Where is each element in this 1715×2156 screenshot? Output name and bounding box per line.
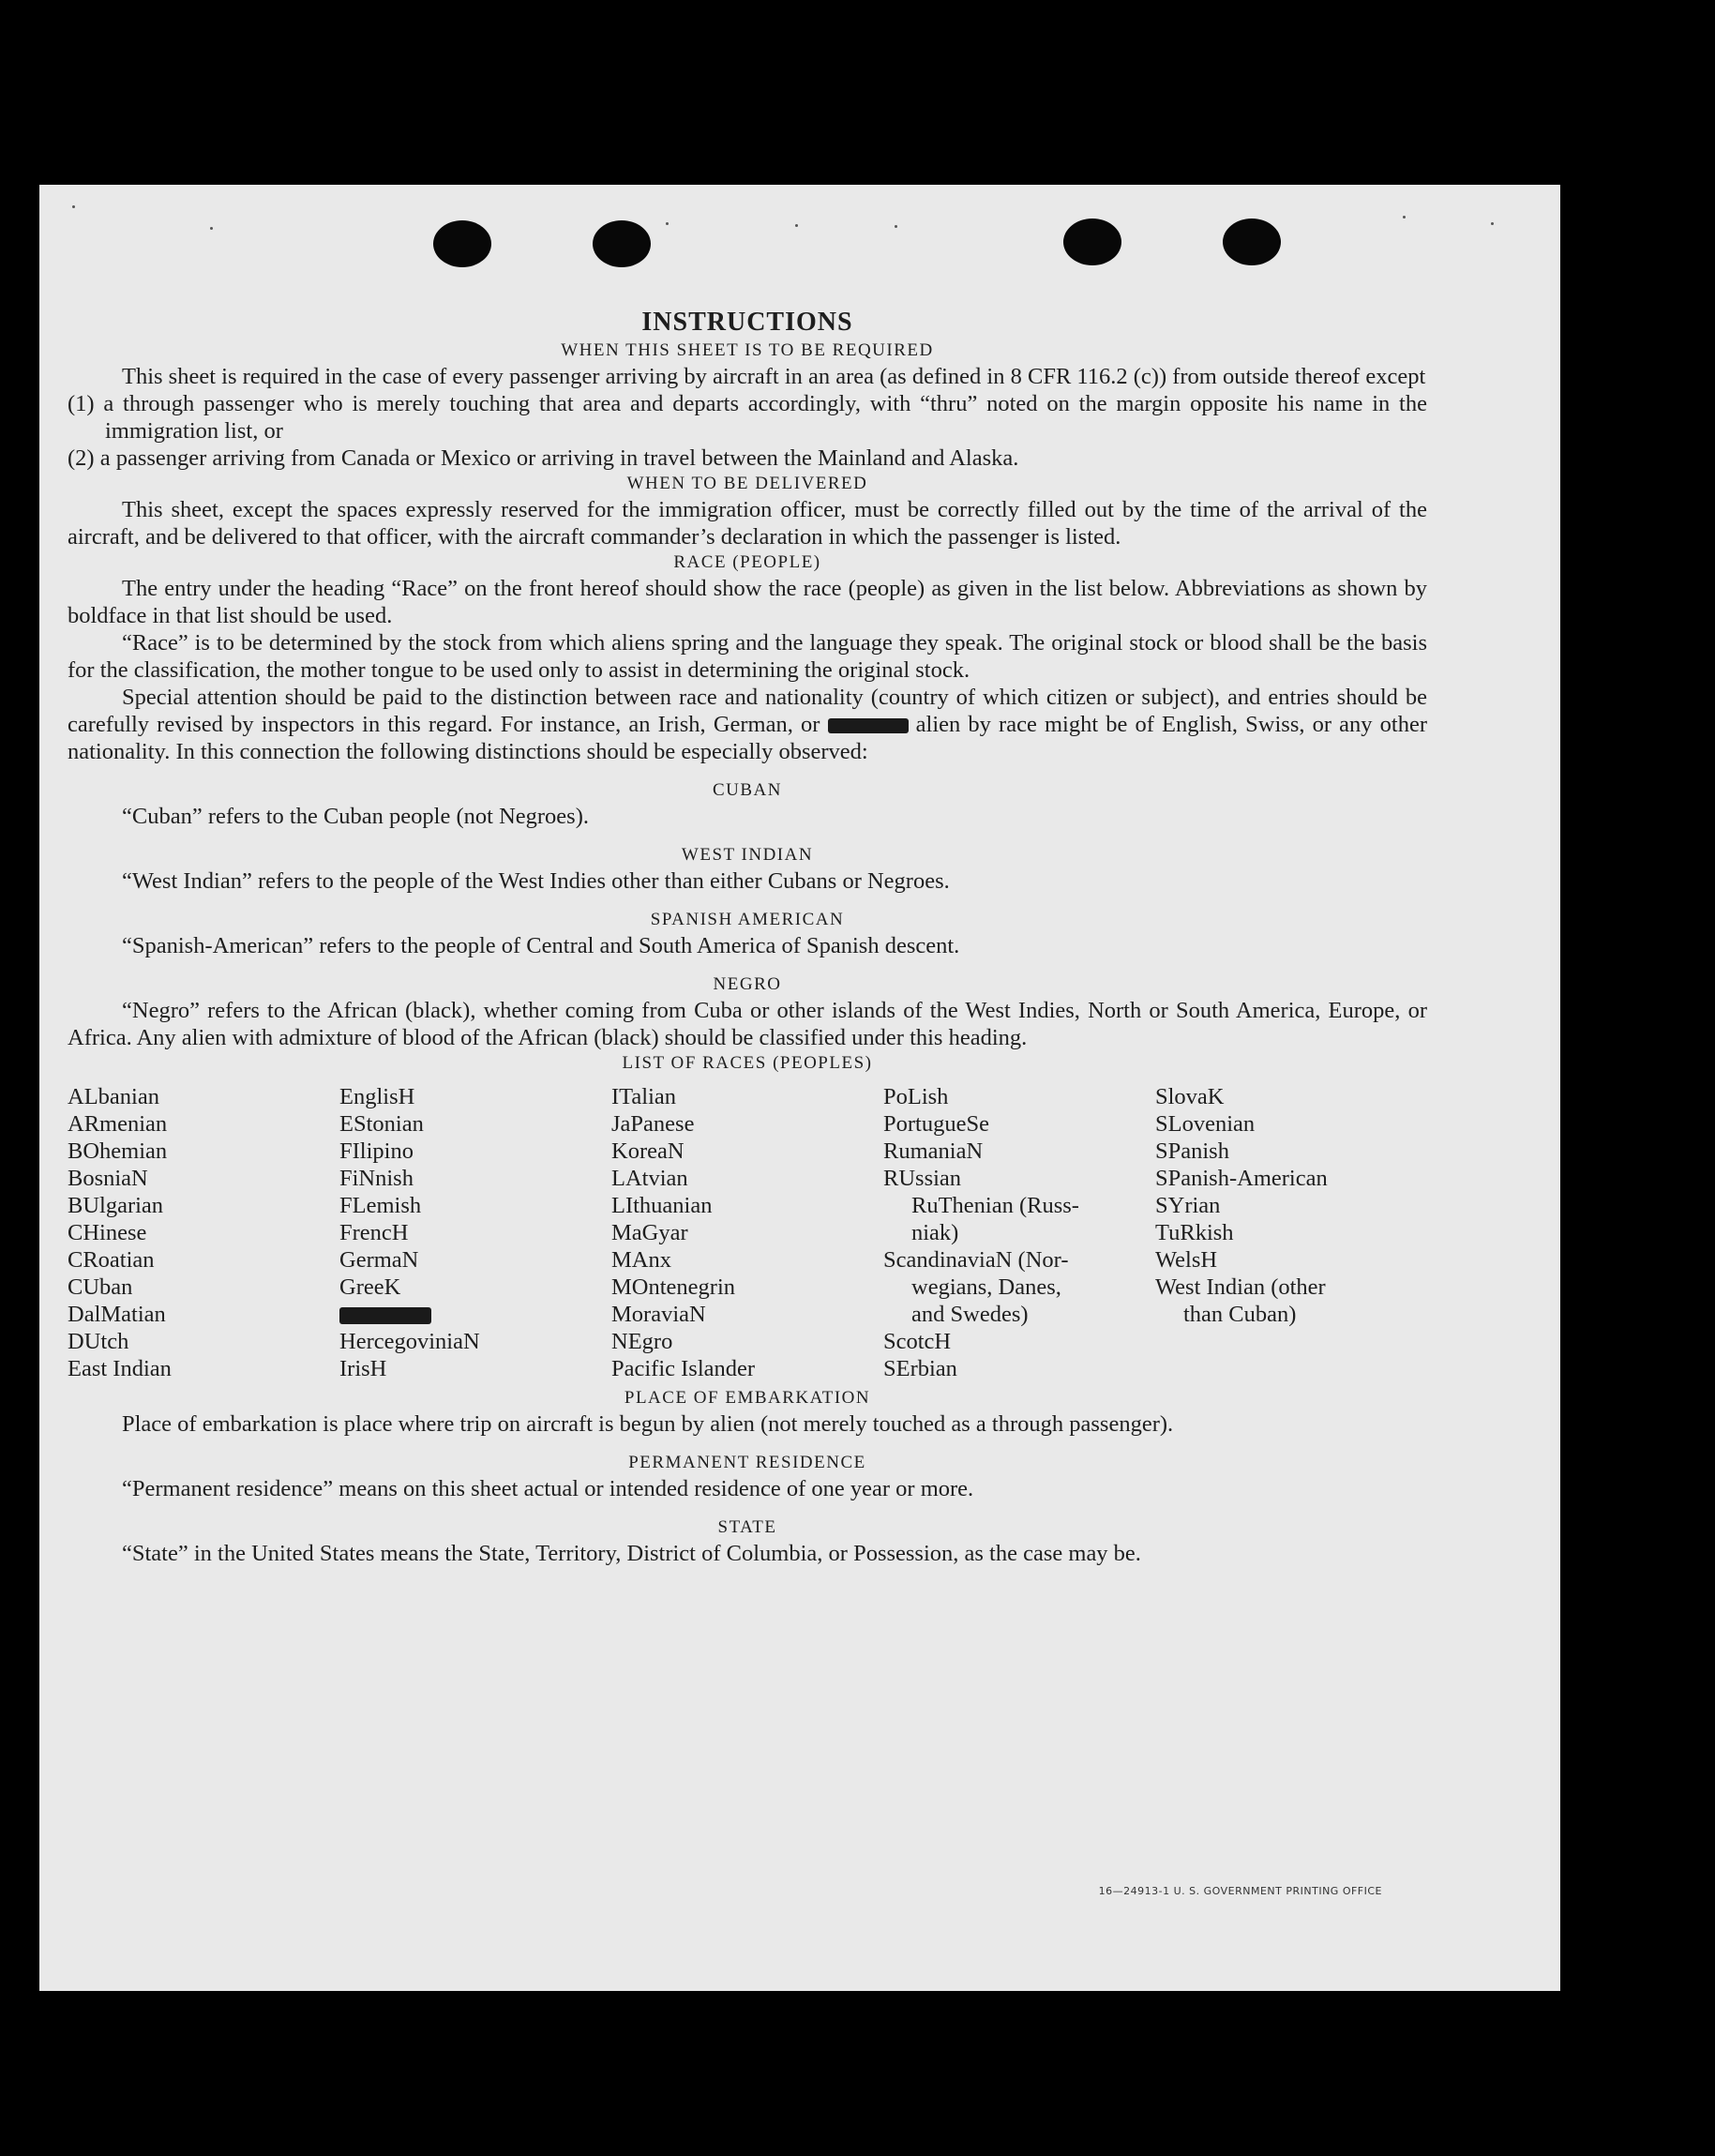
document-sheet <box>39 185 1560 1991</box>
negro-text: “Negro” refers to the African (black), whether coming from Cuba or other islands of the West Indies, North or South America, Europe, or Africa. Any alien with admixture of blood of the African (black) should be classified under this heading. <box>68 998 1427 1050</box>
heading-negro: NEGRO <box>713 974 782 994</box>
west-indian-text: “West Indian” refers to the people of the West Indies other than either Cubans or Negroes. <box>122 868 950 894</box>
heading-required: WHEN THIS SHEET IS TO BE REQUIRED <box>561 340 934 360</box>
scan-speck <box>666 222 669 225</box>
race-entry: CRoatian <box>68 1247 155 1273</box>
race-entry: KoreaN <box>611 1138 684 1164</box>
punch-hole <box>433 220 491 267</box>
race-entry-continued: and Swedes) <box>911 1302 1029 1327</box>
heading-spanish-american: SPANISH AMERICAN <box>650 910 845 929</box>
race-entry: JaPanese <box>611 1111 695 1137</box>
heading-residence: PERMANENT RESIDENCE <box>628 1453 866 1472</box>
race-entry: East Indian <box>68 1356 172 1381</box>
race-entry: SErbian <box>883 1356 957 1381</box>
state-text: “State” in the United States means the State, Territory, District of Columbia, or Possession, as the case may be. <box>122 1541 1141 1566</box>
printing-office-code: 16—24913-1 U. S. GOVERNMENT PRINTING OFFICE <box>1098 1885 1382 1897</box>
race-entry: HercegoviniaN <box>339 1329 480 1354</box>
spanish-american-text: “Spanish-American” refers to the people of Central and South America of Spanish descent. <box>122 933 960 958</box>
race-entry: SLovenian <box>1155 1111 1256 1137</box>
race-entry: ScotcH <box>883 1329 952 1354</box>
race-entry-redacted <box>339 1301 611 1328</box>
race-entry: FIlipino <box>339 1138 414 1164</box>
races-column-1 <box>68 1083 339 1382</box>
race-entry: MoraviaN <box>611 1302 706 1327</box>
embarkation-text: Place of embarkation is place where trip on aircraft is begun by alien (not merely touched as a through passenger). <box>122 1411 1174 1437</box>
heading-cuban: CUBAN <box>712 780 782 800</box>
race-entry: PoLish <box>883 1084 949 1109</box>
required-item-2: (2) a passenger arriving from Canada or Mexico or arriving in travel between the Mainland and Alaska. <box>68 445 1019 471</box>
punch-hole <box>1223 219 1281 265</box>
race-entry: BOhemian <box>68 1138 168 1164</box>
race-entry: SPanish <box>1155 1138 1229 1164</box>
race-entry: FLemish <box>339 1193 422 1218</box>
scan-speck <box>795 224 798 227</box>
race-entry: IrisH <box>339 1356 387 1381</box>
race-entry: EStonian <box>339 1111 424 1137</box>
race-entry: ITalian <box>611 1084 677 1109</box>
heading-races-list: LIST OF RACES (PEOPLES) <box>622 1053 873 1073</box>
heading-embarkation: PLACE OF EMBARKATION <box>624 1388 871 1408</box>
punch-hole <box>593 220 651 267</box>
race-entry: MaGyar <box>611 1220 688 1245</box>
required-intro: This sheet is required in the case of every passenger arriving by aircraft in an area (as defined in 8 CFR 116.2 (c)) from outside thereof except <box>122 364 1426 389</box>
race-entry: RUssian <box>883 1166 962 1191</box>
instructions-body <box>68 307 1427 1567</box>
race-entry: DalMatian <box>68 1302 166 1327</box>
race-entry: MAnx <box>611 1247 671 1273</box>
scan-speck <box>895 225 897 228</box>
race-entry: SlovaK <box>1155 1084 1225 1109</box>
race-entry: LAtvian <box>611 1166 688 1191</box>
race-paragraph-1: The entry under the heading “Race” on the front hereof should show the race (people) as given in the list below. Abbreviations as shown by boldface in that list should be used. <box>68 576 1427 628</box>
race-entry: RumaniaN <box>883 1138 984 1164</box>
races-column-5 <box>1155 1083 1427 1382</box>
race-entry: CUban <box>68 1274 133 1300</box>
document-title: INSTRUCTIONS <box>641 308 853 337</box>
race-entry: TuRkish <box>1155 1220 1234 1245</box>
race-entry: LIthuanian <box>611 1193 713 1218</box>
race-entry: FiNnish <box>339 1166 414 1191</box>
race-paragraph-3 <box>68 684 1427 765</box>
race-entry: SYrian <box>1155 1193 1221 1218</box>
race-entry-continued: than Cuban) <box>1183 1302 1297 1327</box>
scan-speck <box>1491 222 1494 225</box>
punch-hole <box>1063 219 1121 265</box>
race-entry: FrencH <box>339 1220 409 1245</box>
race-entry: EnglisH <box>339 1084 415 1109</box>
race-entry: West Indian (other <box>1155 1274 1326 1300</box>
redacted-word <box>339 1307 431 1324</box>
scan-speck <box>210 227 213 230</box>
redacted-word <box>828 718 909 733</box>
races-column-2 <box>339 1083 611 1382</box>
race-entry-continued: wegians, Danes, <box>911 1274 1061 1300</box>
delivered-text: This sheet, except the spaces expressly reserved for the immigration officer, must be correctly filled out by the time of the arrival of the aircraft, and be delivered to that officer, with the aircraft commander’s declaration in which the passenger is listed. <box>68 497 1427 550</box>
race-p3-after: alien by race might be of English, Swiss, or any other nationality. In this connection the following distinctions should be especially observed: <box>68 712 1428 764</box>
races-column-4 <box>883 1083 1155 1382</box>
residence-text: “Permanent residence” means on this sheet actual or intended residence of one year or more. <box>122 1476 974 1501</box>
scan-speck <box>72 205 75 208</box>
heading-west-indian: WEST INDIAN <box>681 845 814 865</box>
race-entry: BosniaN <box>68 1166 148 1191</box>
scan-speck <box>1403 216 1406 219</box>
race-entry: ScandinaviaN (Nor- <box>883 1247 1069 1273</box>
heading-delivered: WHEN TO BE DELIVERED <box>626 474 868 493</box>
race-paragraph-2: “Race” is to be determined by the stock from which aliens spring and the language they speak. The original stock or blood shall be the basis for the classification, the mother tongue to be used only to assist in determining the original stock. <box>68 630 1427 683</box>
heading-state: STATE <box>717 1517 777 1537</box>
race-entry: BUlgarian <box>68 1193 164 1218</box>
race-entry: PortugueSe <box>883 1111 989 1137</box>
race-entry: GreeK <box>339 1274 401 1300</box>
race-entry: GermaN <box>339 1247 419 1273</box>
race-entry: ARmenian <box>68 1111 168 1137</box>
races-column-3 <box>611 1083 883 1382</box>
heading-race: RACE (PEOPLE) <box>673 552 821 572</box>
race-entry-continued: RuThenian (Russ- <box>911 1193 1079 1218</box>
race-entry-continued: niak) <box>911 1220 959 1245</box>
race-entry: SPanish-American <box>1155 1166 1328 1191</box>
race-entry: DUtch <box>68 1329 129 1354</box>
race-entry: ALbanian <box>68 1084 159 1109</box>
race-entry: WelsH <box>1155 1247 1218 1273</box>
race-entry: CHinese <box>68 1220 147 1245</box>
race-entry: MOntenegrin <box>611 1274 735 1300</box>
race-entry: NEgro <box>611 1329 673 1354</box>
cuban-text: “Cuban” refers to the Cuban people (not Negroes). <box>122 804 589 829</box>
race-p3-before: Special attention should be paid to the distinction between race and nationality (country of which citizen or subject), and entries should be carefully revised by inspectors in this regard. For instance, an Irish, German, or <box>68 685 1427 737</box>
races-list <box>68 1083 1427 1382</box>
required-item-1: (1) a through passenger who is merely touching that area and departs accordingly, with “thru” noted on the margin opposite his name in the immigration list, or <box>68 391 1427 444</box>
race-entry: Pacific Islander <box>611 1356 756 1381</box>
